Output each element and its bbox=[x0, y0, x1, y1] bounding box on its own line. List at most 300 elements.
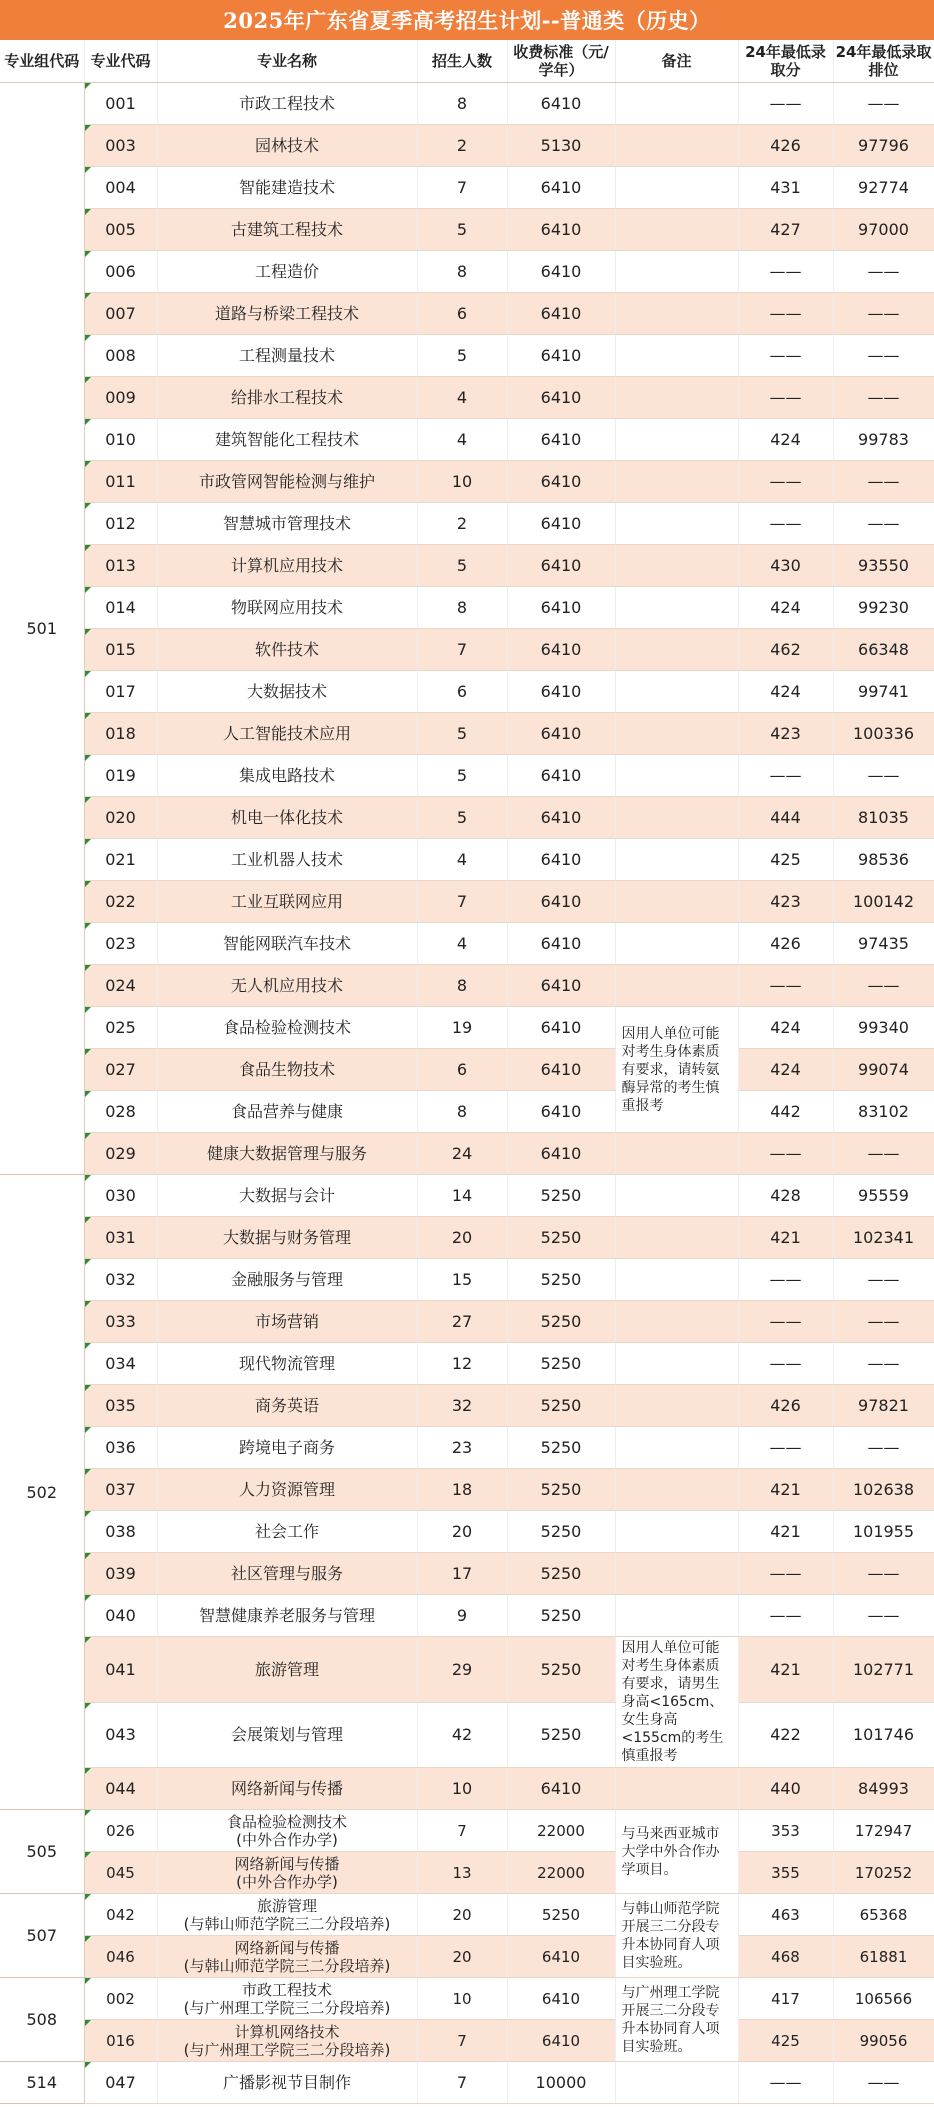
min-rank-cell: 99230 bbox=[833, 587, 934, 629]
table-row bbox=[0, 587, 934, 629]
min-rank-cell: 81035 bbox=[833, 797, 934, 839]
quota-cell: 4 bbox=[417, 419, 507, 461]
major-name: 智慧健康养老服务与管理 bbox=[198, 1606, 375, 1625]
fee-cell: 5250 bbox=[507, 1894, 615, 1936]
major-code-cell: 039 bbox=[84, 1553, 157, 1595]
min-rank-cell: —— bbox=[833, 335, 934, 377]
major-name-cell bbox=[157, 965, 417, 1007]
quota-cell: 13 bbox=[417, 1852, 507, 1894]
note-cell-empty bbox=[615, 881, 738, 923]
major-code-cell: 011 bbox=[84, 461, 157, 503]
min-rank-cell: 99783 bbox=[833, 419, 934, 461]
major-name-cell bbox=[157, 2020, 417, 2062]
major-code-cell: 015 bbox=[84, 629, 157, 671]
note-cell-empty bbox=[615, 713, 738, 755]
note-cell-empty bbox=[615, 167, 738, 209]
major-code-cell: 036 bbox=[84, 1427, 157, 1469]
quota-cell: 17 bbox=[417, 1553, 507, 1595]
min-score-cell: 444 bbox=[738, 797, 833, 839]
major-name: 食品生物技术 bbox=[238, 1060, 335, 1079]
major-name: 工程造价 bbox=[254, 262, 319, 281]
min-score-cell: 417 bbox=[738, 1978, 833, 2020]
table-row bbox=[0, 1511, 934, 1553]
min-score-cell: 468 bbox=[738, 1936, 833, 1978]
table-row bbox=[0, 1936, 934, 1978]
quota-cell: 8 bbox=[417, 587, 507, 629]
quota-cell: 8 bbox=[417, 251, 507, 293]
min-rank-cell: 61881 bbox=[833, 1936, 934, 1978]
table-row bbox=[0, 1259, 934, 1301]
major-name: 建筑智能化工程技术 bbox=[214, 430, 359, 449]
min-score-cell: —— bbox=[738, 1133, 833, 1175]
major-name-cell bbox=[157, 1175, 417, 1217]
min-score-cell: 425 bbox=[738, 2020, 833, 2062]
table-row bbox=[0, 1553, 934, 1595]
note-cell-empty bbox=[615, 755, 738, 797]
fee-cell: 6410 bbox=[507, 1133, 615, 1175]
min-rank-cell: 106566 bbox=[833, 1978, 934, 2020]
major-name: 社会工作 bbox=[254, 1522, 319, 1541]
major-code-cell: 037 bbox=[84, 1469, 157, 1511]
min-score-cell: —— bbox=[738, 1595, 833, 1637]
header-min-score: 24年最低录取分 bbox=[738, 40, 833, 83]
min-score-cell: —— bbox=[738, 965, 833, 1007]
min-score-cell: —— bbox=[738, 335, 833, 377]
quota-cell: 5 bbox=[417, 713, 507, 755]
min-score-cell: 426 bbox=[738, 1385, 833, 1427]
note-cell-empty bbox=[615, 671, 738, 713]
quota-cell: 23 bbox=[417, 1427, 507, 1469]
table-row bbox=[0, 83, 934, 125]
major-name-cell bbox=[157, 1936, 417, 1978]
min-rank-cell: —— bbox=[833, 503, 934, 545]
min-score-cell: 462 bbox=[738, 629, 833, 671]
note-cell-empty bbox=[615, 125, 738, 167]
min-rank-cell: —— bbox=[833, 1301, 934, 1343]
min-score-cell: —— bbox=[738, 293, 833, 335]
major-name: 无人机应用技术 bbox=[230, 976, 343, 995]
note-cell: 因用人单位可能对考生身体素质有要求，请男生身高<165cm、女生身高<155cm的考生慎重报考 bbox=[615, 1637, 738, 1768]
min-rank-cell: 97796 bbox=[833, 125, 934, 167]
major-name: 市政管网智能检测与维护 bbox=[198, 472, 375, 491]
major-code-cell: 031 bbox=[84, 1217, 157, 1259]
min-rank-cell: 65368 bbox=[833, 1894, 934, 1936]
fee-cell: 6410 bbox=[507, 713, 615, 755]
quota-cell: 8 bbox=[417, 965, 507, 1007]
fee-cell: 5250 bbox=[507, 1385, 615, 1427]
min-rank-cell: 101746 bbox=[833, 1702, 934, 1768]
major-name-cell bbox=[157, 1301, 417, 1343]
major-code-cell: 008 bbox=[84, 335, 157, 377]
major-name-cell bbox=[157, 1810, 417, 1852]
table-row bbox=[0, 1301, 934, 1343]
major-name-cell bbox=[157, 251, 417, 293]
major-name-cell bbox=[157, 1091, 417, 1133]
table-row bbox=[0, 419, 934, 461]
major-code-cell: 013 bbox=[84, 545, 157, 587]
major-code-cell: 043 bbox=[84, 1702, 157, 1768]
major-code-cell: 027 bbox=[84, 1049, 157, 1091]
min-rank-cell: —— bbox=[833, 1427, 934, 1469]
note-cell-empty bbox=[615, 1175, 738, 1217]
header-group-code: 专业组代码 bbox=[0, 40, 84, 83]
major-name: 大数据与财务管理 bbox=[222, 1228, 351, 1247]
fee-cell: 6410 bbox=[507, 2020, 615, 2062]
table-row bbox=[0, 713, 934, 755]
quota-cell: 9 bbox=[417, 1595, 507, 1637]
major-code-cell: 035 bbox=[84, 1385, 157, 1427]
major-code-cell: 007 bbox=[84, 293, 157, 335]
min-score-cell: —— bbox=[738, 83, 833, 125]
fee-cell: 6410 bbox=[507, 209, 615, 251]
table-row bbox=[0, 1768, 934, 1810]
major-name-cell bbox=[157, 545, 417, 587]
major-name-subtitle: (中外合作办学) bbox=[236, 1872, 338, 1891]
min-score-cell: 442 bbox=[738, 1091, 833, 1133]
table-row bbox=[0, 1427, 934, 1469]
group-code-cell: 505 bbox=[0, 1810, 84, 1894]
major-name-cell bbox=[157, 881, 417, 923]
quota-cell: 8 bbox=[417, 83, 507, 125]
table-row bbox=[0, 335, 934, 377]
major-code-cell: 041 bbox=[84, 1637, 157, 1703]
min-score-cell: 424 bbox=[738, 1007, 833, 1049]
major-name-cell bbox=[157, 671, 417, 713]
major-name: 人力资源管理 bbox=[238, 1480, 335, 1499]
note-cell-empty bbox=[615, 923, 738, 965]
min-rank-cell: 102341 bbox=[833, 1217, 934, 1259]
major-name: 商务英语 bbox=[254, 1396, 319, 1415]
major-name: 市场营销 bbox=[254, 1312, 319, 1331]
quota-cell: 14 bbox=[417, 1175, 507, 1217]
table-row bbox=[0, 167, 934, 209]
major-code-cell: 034 bbox=[84, 1343, 157, 1385]
fee-cell: 5250 bbox=[507, 1217, 615, 1259]
note-cell-empty bbox=[615, 965, 738, 1007]
fee-cell: 22000 bbox=[507, 1810, 615, 1852]
min-score-cell: —— bbox=[738, 1259, 833, 1301]
quota-cell: 8 bbox=[417, 1091, 507, 1133]
table-row bbox=[0, 755, 934, 797]
quota-cell: 10 bbox=[417, 461, 507, 503]
fee-cell: 5250 bbox=[507, 1469, 615, 1511]
min-rank-cell: 84993 bbox=[833, 1768, 934, 1810]
major-name: 道路与桥梁工程技术 bbox=[214, 304, 359, 323]
major-code-cell: 009 bbox=[84, 377, 157, 419]
major-name: 社区管理与服务 bbox=[230, 1564, 343, 1583]
note-cell-empty bbox=[615, 83, 738, 125]
note-cell-empty bbox=[615, 1133, 738, 1175]
min-rank-cell: 98536 bbox=[833, 839, 934, 881]
quota-cell: 27 bbox=[417, 1301, 507, 1343]
major-name-subtitle: (与韩山师范学院三二分段培养) bbox=[183, 1956, 391, 1975]
min-score-cell: 463 bbox=[738, 1894, 833, 1936]
major-name-cell bbox=[157, 1217, 417, 1259]
major-code-cell: 010 bbox=[84, 419, 157, 461]
quota-cell: 6 bbox=[417, 1049, 507, 1091]
quota-cell: 19 bbox=[417, 1007, 507, 1049]
min-score-cell: —— bbox=[738, 251, 833, 293]
note-cell: 与广州理工学院开展三二分段专升本协同育人项目实验班。 bbox=[615, 1978, 738, 2062]
min-rank-cell: 102638 bbox=[833, 1469, 934, 1511]
major-code-cell: 025 bbox=[84, 1007, 157, 1049]
major-code-cell: 044 bbox=[84, 1768, 157, 1810]
min-score-cell: —— bbox=[738, 755, 833, 797]
table-row bbox=[0, 923, 934, 965]
major-name: 大数据与会计 bbox=[238, 1186, 335, 1205]
min-rank-cell: —— bbox=[833, 2062, 934, 2104]
min-score-cell: 423 bbox=[738, 713, 833, 755]
table-row bbox=[0, 839, 934, 881]
major-name: 智能建造技术 bbox=[238, 178, 335, 197]
table-row bbox=[0, 1217, 934, 1259]
quota-cell: 5 bbox=[417, 797, 507, 839]
major-code-cell: 032 bbox=[84, 1259, 157, 1301]
major-name-cell bbox=[157, 1637, 417, 1703]
major-name: 网络新闻与传播 bbox=[234, 1854, 340, 1873]
major-name-cell bbox=[157, 1894, 417, 1936]
major-code-cell: 004 bbox=[84, 167, 157, 209]
major-name-cell bbox=[157, 1469, 417, 1511]
min-score-cell: 424 bbox=[738, 587, 833, 629]
header-fee: 收费标准（元/学年） bbox=[507, 40, 615, 83]
major-code-cell: 012 bbox=[84, 503, 157, 545]
fee-cell: 6410 bbox=[507, 965, 615, 1007]
min-score-cell: 421 bbox=[738, 1217, 833, 1259]
min-score-cell: —— bbox=[738, 1343, 833, 1385]
min-rank-cell: —— bbox=[833, 965, 934, 1007]
table-row bbox=[0, 293, 934, 335]
fee-cell: 6410 bbox=[507, 419, 615, 461]
note-cell-empty bbox=[615, 797, 738, 839]
note-cell-empty bbox=[615, 419, 738, 461]
note-cell: 与马来西亚城市大学中外合作办学项目。 bbox=[615, 1810, 738, 1894]
note-cell-empty bbox=[615, 1595, 738, 1637]
major-name-subtitle: (与韩山师范学院三二分段培养) bbox=[183, 1914, 391, 1933]
major-code-cell: 006 bbox=[84, 251, 157, 293]
fee-cell: 6410 bbox=[507, 377, 615, 419]
min-rank-cell: 170252 bbox=[833, 1852, 934, 1894]
table-row bbox=[0, 1091, 934, 1133]
table-row bbox=[0, 545, 934, 587]
table-row bbox=[0, 1595, 934, 1637]
major-code-cell: 016 bbox=[84, 2020, 157, 2062]
note-cell-empty bbox=[615, 251, 738, 293]
fee-cell: 6410 bbox=[507, 83, 615, 125]
quota-cell: 18 bbox=[417, 1469, 507, 1511]
table-row bbox=[0, 1637, 934, 1703]
min-rank-cell: —— bbox=[833, 1595, 934, 1637]
table-row bbox=[0, 2020, 934, 2062]
major-name-cell bbox=[157, 797, 417, 839]
quota-cell: 7 bbox=[417, 2062, 507, 2104]
major-name: 园林技术 bbox=[254, 136, 319, 155]
quota-cell: 5 bbox=[417, 545, 507, 587]
major-name: 工业互联网应用 bbox=[230, 892, 343, 911]
note-cell-empty bbox=[615, 1343, 738, 1385]
table-row bbox=[0, 377, 934, 419]
major-name-cell bbox=[157, 629, 417, 671]
quota-cell: 20 bbox=[417, 1217, 507, 1259]
table-row bbox=[0, 251, 934, 293]
major-name-cell bbox=[157, 923, 417, 965]
min-rank-cell: 172947 bbox=[833, 1810, 934, 1852]
major-name: 市政工程技术 bbox=[241, 1980, 332, 1999]
major-name: 给排水工程技术 bbox=[230, 388, 343, 407]
major-name: 大数据技术 bbox=[246, 682, 327, 701]
major-name-cell bbox=[157, 1049, 417, 1091]
major-name-cell bbox=[157, 83, 417, 125]
quota-cell: 15 bbox=[417, 1259, 507, 1301]
major-name: 人工智能技术应用 bbox=[222, 724, 351, 743]
major-name-cell bbox=[157, 587, 417, 629]
note-cell-empty bbox=[615, 839, 738, 881]
major-code-cell: 045 bbox=[84, 1852, 157, 1894]
min-score-cell: —— bbox=[738, 377, 833, 419]
major-name-cell bbox=[157, 1343, 417, 1385]
major-name: 计算机应用技术 bbox=[230, 556, 343, 575]
note-cell: 因用人单位可能对考生身体素质有要求，请转氨酶异常的考生慎重报考 bbox=[615, 1007, 738, 1133]
major-name: 广播影视节目制作 bbox=[222, 2073, 351, 2092]
major-name-cell bbox=[157, 755, 417, 797]
table-row bbox=[0, 1049, 934, 1091]
min-rank-cell: 100142 bbox=[833, 881, 934, 923]
quota-cell: 29 bbox=[417, 1637, 507, 1703]
note-cell-empty bbox=[615, 1427, 738, 1469]
fee-cell: 6410 bbox=[507, 755, 615, 797]
min-score-cell: 427 bbox=[738, 209, 833, 251]
major-name-cell bbox=[157, 503, 417, 545]
min-rank-cell: 83102 bbox=[833, 1091, 934, 1133]
quota-cell: 2 bbox=[417, 125, 507, 167]
min-rank-cell: —— bbox=[833, 293, 934, 335]
fee-cell: 6410 bbox=[507, 503, 615, 545]
min-score-cell: 422 bbox=[738, 1702, 833, 1768]
min-rank-cell: 92774 bbox=[833, 167, 934, 209]
fee-cell: 5250 bbox=[507, 1637, 615, 1703]
quota-cell: 4 bbox=[417, 839, 507, 881]
major-code-cell: 042 bbox=[84, 1894, 157, 1936]
min-score-cell: 423 bbox=[738, 881, 833, 923]
quota-cell: 5 bbox=[417, 335, 507, 377]
fee-cell: 6410 bbox=[507, 1978, 615, 2020]
fee-cell: 5250 bbox=[507, 1427, 615, 1469]
major-name-cell bbox=[157, 461, 417, 503]
quota-cell: 6 bbox=[417, 671, 507, 713]
table-row bbox=[0, 1810, 934, 1852]
min-score-cell: 421 bbox=[738, 1637, 833, 1703]
table-row bbox=[0, 629, 934, 671]
min-score-cell: —— bbox=[738, 2062, 833, 2104]
quota-cell: 10 bbox=[417, 1978, 507, 2020]
group-code-cell: 514 bbox=[0, 2062, 84, 2104]
major-code-cell: 033 bbox=[84, 1301, 157, 1343]
major-name: 会展策划与管理 bbox=[230, 1725, 343, 1745]
quota-cell: 5 bbox=[417, 209, 507, 251]
major-name-cell bbox=[157, 1553, 417, 1595]
major-code-cell: 014 bbox=[84, 587, 157, 629]
major-name-cell bbox=[157, 377, 417, 419]
note-cell-empty bbox=[615, 503, 738, 545]
min-rank-cell: 100336 bbox=[833, 713, 934, 755]
major-name-cell bbox=[157, 713, 417, 755]
min-score-cell: 421 bbox=[738, 1511, 833, 1553]
major-name-cell bbox=[157, 1768, 417, 1810]
fee-cell: 6410 bbox=[507, 293, 615, 335]
major-name-cell bbox=[157, 293, 417, 335]
major-code-cell: 028 bbox=[84, 1091, 157, 1133]
major-name-cell bbox=[157, 1595, 417, 1637]
note-cell-empty bbox=[615, 545, 738, 587]
major-name-cell bbox=[157, 1511, 417, 1553]
min-rank-cell: —— bbox=[833, 755, 934, 797]
table-row bbox=[0, 1852, 934, 1894]
major-name: 现代物流管理 bbox=[238, 1354, 335, 1373]
table-row bbox=[0, 503, 934, 545]
major-name-subtitle: (中外合作办学) bbox=[236, 1830, 338, 1849]
fee-cell: 5250 bbox=[507, 1301, 615, 1343]
fee-cell: 6410 bbox=[507, 1049, 615, 1091]
quota-cell: 20 bbox=[417, 1511, 507, 1553]
fee-cell: 5250 bbox=[507, 1343, 615, 1385]
min-score-cell: 440 bbox=[738, 1768, 833, 1810]
major-name-cell bbox=[157, 1702, 417, 1768]
table-row bbox=[0, 965, 934, 1007]
note-cell-empty bbox=[615, 461, 738, 503]
major-code-cell: 001 bbox=[84, 83, 157, 125]
major-code-cell: 005 bbox=[84, 209, 157, 251]
fee-cell: 5250 bbox=[507, 1595, 615, 1637]
major-code-cell: 038 bbox=[84, 1511, 157, 1553]
major-name: 集成电路技术 bbox=[238, 766, 335, 785]
min-rank-cell: 97000 bbox=[833, 209, 934, 251]
fee-cell: 6410 bbox=[507, 797, 615, 839]
fee-cell: 6410 bbox=[507, 587, 615, 629]
fee-cell: 6410 bbox=[507, 1768, 615, 1810]
major-name-cell bbox=[157, 1385, 417, 1427]
major-code-cell: 022 bbox=[84, 881, 157, 923]
min-rank-cell: 99741 bbox=[833, 671, 934, 713]
major-name: 工业机器人技术 bbox=[230, 850, 343, 869]
min-score-cell: 426 bbox=[738, 923, 833, 965]
quota-cell: 4 bbox=[417, 377, 507, 419]
major-name-cell bbox=[157, 1133, 417, 1175]
header-note: 备注 bbox=[615, 40, 738, 83]
enrollment-plan-table bbox=[0, 40, 934, 2104]
min-score-cell: —— bbox=[738, 1301, 833, 1343]
min-rank-cell: 99340 bbox=[833, 1007, 934, 1049]
quota-cell: 5 bbox=[417, 755, 507, 797]
note-cell-empty bbox=[615, 335, 738, 377]
note-cell-empty bbox=[615, 2062, 738, 2104]
min-rank-cell: 97821 bbox=[833, 1385, 934, 1427]
major-name: 软件技术 bbox=[254, 640, 319, 659]
note-cell-empty bbox=[615, 629, 738, 671]
fee-cell: 6410 bbox=[507, 629, 615, 671]
fee-cell: 5250 bbox=[507, 1511, 615, 1553]
note-cell-empty bbox=[615, 209, 738, 251]
fee-cell: 6410 bbox=[507, 461, 615, 503]
major-code-cell: 023 bbox=[84, 923, 157, 965]
min-score-cell: 353 bbox=[738, 1810, 833, 1852]
major-name-cell bbox=[157, 335, 417, 377]
major-name-cell bbox=[157, 419, 417, 461]
major-code-cell: 017 bbox=[84, 671, 157, 713]
major-name-cell bbox=[157, 1427, 417, 1469]
fee-cell: 6410 bbox=[507, 839, 615, 881]
quota-cell: 24 bbox=[417, 1133, 507, 1175]
major-code-cell: 029 bbox=[84, 1133, 157, 1175]
